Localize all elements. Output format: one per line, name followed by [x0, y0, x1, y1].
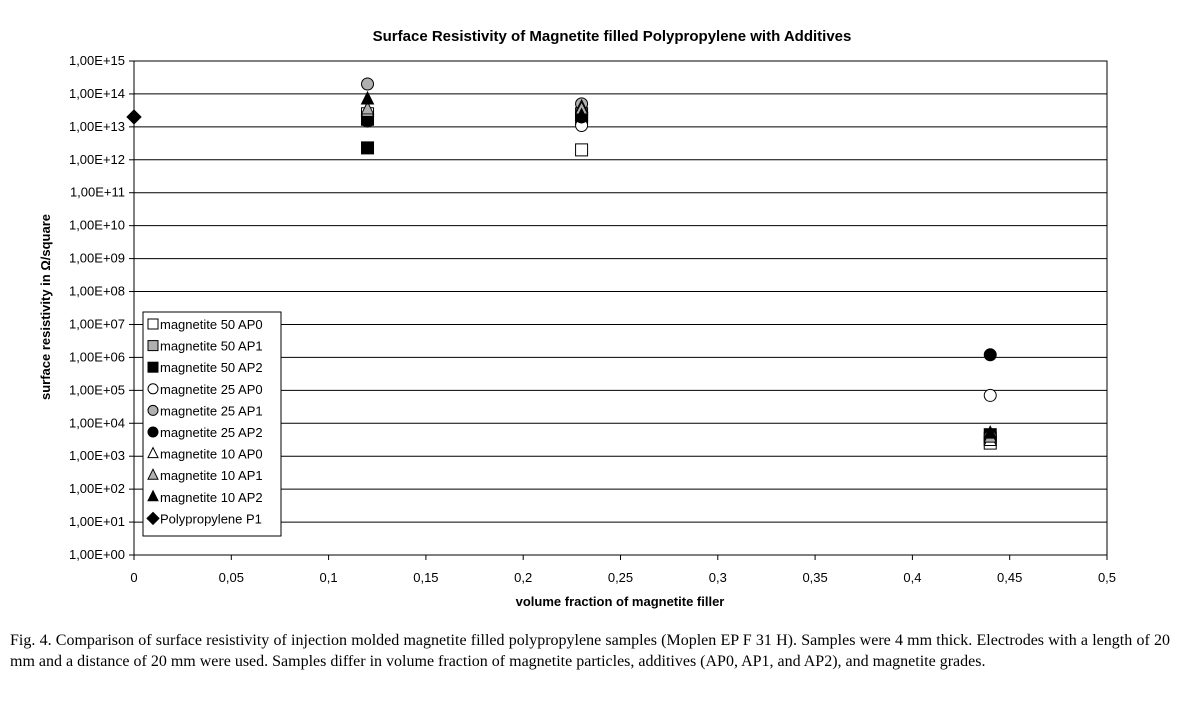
data-point — [576, 144, 588, 156]
y-tick-label: 1,00E+08 — [68, 283, 125, 299]
legend-entry: magnetite 25 AP0 — [160, 381, 263, 397]
y-tick-label: 1,00E+05 — [68, 382, 125, 398]
y-tick-label: 1,00E+01 — [68, 514, 125, 530]
legend-entry: magnetite 25 AP2 — [160, 425, 263, 440]
data-point — [984, 389, 996, 401]
y-tick-label: 1,00E+02 — [68, 481, 125, 497]
legend-entry: magnetite 50 AP0 — [160, 317, 263, 332]
x-tick-label: 0,05 — [218, 570, 244, 585]
x-tick-label: 0,4 — [903, 570, 922, 585]
legend-marker — [148, 362, 158, 372]
y-tick-label: 1,00E+10 — [68, 217, 125, 233]
y-tick-label: 1,00E+15 — [68, 53, 125, 68]
legend-entry: magnetite 10 AP0 — [160, 446, 263, 462]
x-tick-label: 0,3 — [708, 570, 727, 585]
legend-marker — [148, 427, 158, 437]
x-axis-ticks — [130, 555, 1116, 585]
legend-marker — [148, 341, 158, 351]
legend-entry: magnetite 50 AP1 — [160, 338, 263, 354]
figure-caption: Fig. 4. Comparison of surface resistivity of injection molded magnetite filled polypropylene samples (Moplen EP F 31 H). Samples were 4 mm thick. Electrodes with a length of 20 mm and a distance of 20 mm were used. Samples differ in volume fraction of magnetite particles, additives (AP0, AP1, and AP2), and magnetite grades. — [10, 632, 1170, 670]
legend-entry: magnetite 10 AP1 — [160, 468, 263, 484]
x-tick-label: 0,15 — [413, 570, 439, 585]
x-axis-title: volume fraction of magnetite filler — [515, 594, 725, 609]
y-tick-label: 1,00E+14 — [68, 85, 125, 101]
y-axis-title: surface resistivity in Ω/square — [38, 213, 53, 401]
y-tick-label: 1,00E+07 — [68, 316, 125, 332]
x-tick-label: 0,1 — [319, 570, 338, 585]
y-tick-label: 1,00E+04 — [68, 415, 125, 431]
y-tick-label: 1,00E+06 — [68, 349, 125, 365]
data-point — [362, 142, 374, 154]
y-tick-label: 1,00E+12 — [68, 151, 125, 167]
x-tick-label: 0,5 — [1097, 570, 1117, 585]
legend — [143, 312, 281, 536]
data-point — [984, 349, 996, 361]
data-point — [127, 110, 141, 124]
legend-entry: magnetite 25 AP1 — [160, 403, 263, 419]
x-tick-label: 0,45 — [997, 570, 1023, 585]
legend-marker — [148, 319, 158, 329]
data-point — [362, 78, 374, 90]
x-tick-label: 0,35 — [802, 570, 828, 585]
chart-title: Surface Resistivity of Magnetite filled Polypropylene with Additives — [372, 28, 852, 45]
x-tick-label: 0,25 — [607, 570, 634, 585]
x-tick-label: 0,2 — [514, 570, 533, 585]
legend-marker — [148, 384, 158, 394]
legend-entry: Polypropylene P1 — [160, 511, 262, 527]
y-tick-label: 1,00E+13 — [68, 118, 125, 134]
legend-entry: magnetite 50 AP2 — [160, 360, 263, 376]
legend-entry: magnetite 10 AP2 — [160, 489, 263, 505]
y-axis-ticks — [69, 53, 134, 562]
y-tick-label: 1,00E+11 — [69, 184, 125, 200]
legend-marker — [148, 405, 158, 415]
y-tick-label: 1,00E+03 — [68, 448, 125, 464]
y-tick-label: 1,00E+09 — [68, 250, 125, 266]
y-tick-label: 1,00E+00 — [68, 547, 125, 562]
x-tick-label: 0 — [130, 570, 138, 585]
